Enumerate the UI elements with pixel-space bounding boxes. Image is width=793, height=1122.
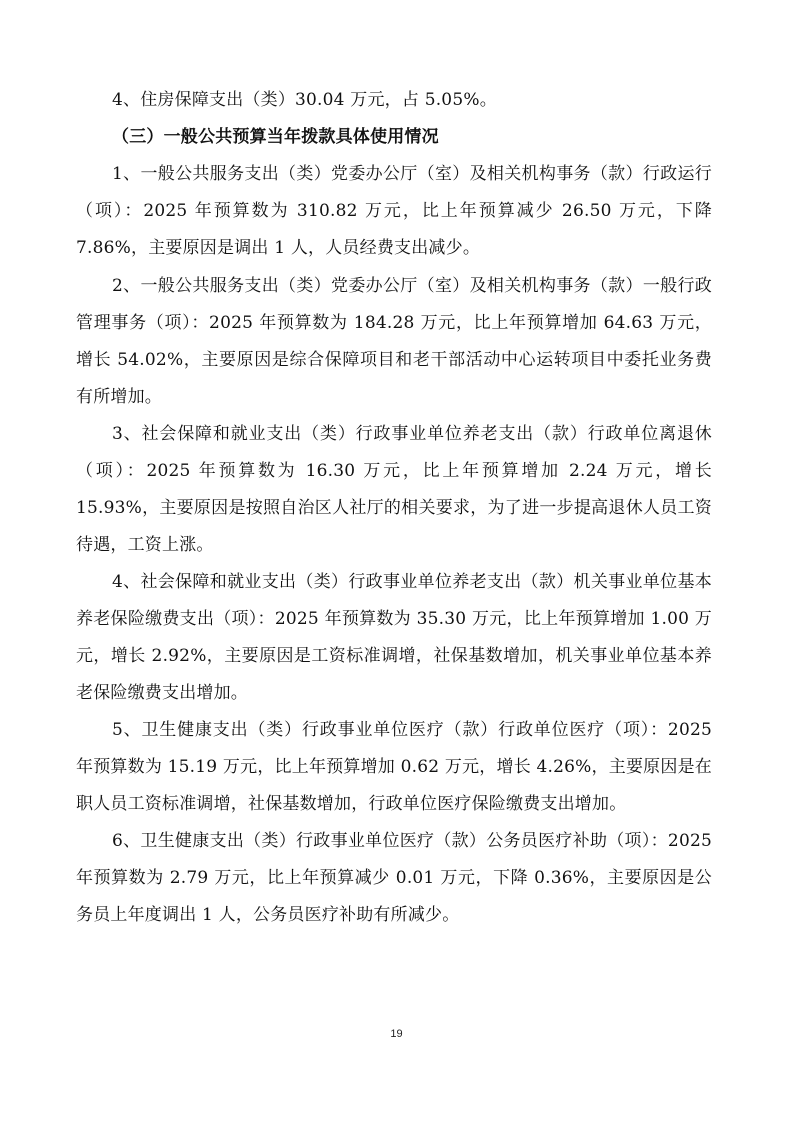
paragraph-item-3: 3、社会保障和就业支出（类）行政事业单位养老支出（款）行政单位离退休（项）：2025 年预算数为 16.30 万元，比上年预算增加 2.24 万元，增长 15.93%，主要原因是按照自治区人社厅的相关要求，为了进一步提高退休人员工资待遇，工资上涨。 [76, 424, 712, 555]
paragraph-housing-summary: 4、住房保障支出（类）30.04 万元，占 5.05%。 [112, 90, 497, 110]
section-heading: （三）一般公共预算当年拨款具体使用情况 [112, 127, 439, 147]
paragraph-item-6: 6、卫生健康支出（类）行政事业单位医疗（款）公务员医疗补助（项）：2025 年预算数为 2.79 万元，比上年预算减少 0.01 万元，下降 0.36%，主要原因是公务员上年度调出 1 人，公务员医疗补助有所减少。 [76, 831, 712, 925]
paragraph-item-1: 1、一般公共服务支出（类）党委办公厅（室）及相关机构事务（款）行政运行（项）：2025 年预算数为 310.82 万元，比上年预算减少 26.50 万元，下降 7.86%，主要原因是调出 1 人，人员经费支出减少。 [76, 164, 712, 258]
paragraph-item-2: 2、一般公共服务支出（类）党委办公厅（室）及相关机构事务（款）一般行政管理事务（项）：2025 年预算数为 184.28 万元，比上年预算增加 64.63 万元，增长 54.02%，主要原因是综合保障项目和老干部活动中心运转项目中委托业务费有所增加。 [76, 276, 712, 407]
paragraph-item-5: 5、卫生健康支出（类）行政事业单位医疗（款）行政单位医疗（项）：2025 年预算数为 15.19 万元，比上年预算增加 0.62 万元，增长 4.26%，主要原因是在职人员工资标准调增，社保基数增加，行政单位医疗保险缴费支出增加。 [76, 720, 712, 814]
page-number: 19 [390, 1028, 403, 1040]
paragraph-item-4: 4、社会保障和就业支出（类）行政事业单位养老支出（款）机关事业单位基本养老保险缴费支出（项）：2025 年预算数为 35.30 万元，比上年预算增加 1.00 万元，增长 2.92%，主要原因是工资标准调增，社保基数增加，机关事业单位基本养老保险缴费支出增加。 [76, 572, 712, 703]
